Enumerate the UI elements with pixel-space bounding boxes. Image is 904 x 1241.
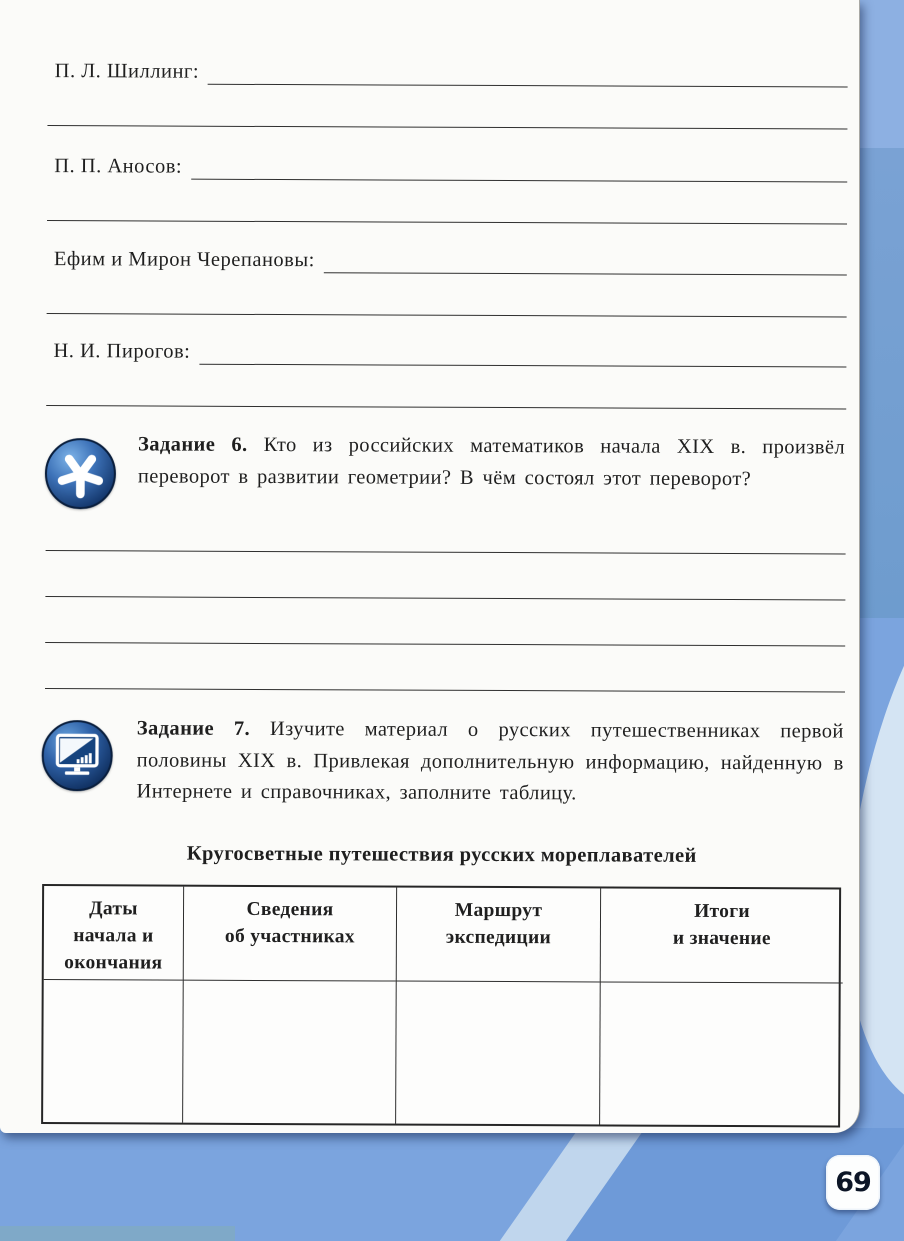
- table-cell-route: [395, 981, 600, 1125]
- task-7-label: Задание 7.: [136, 717, 251, 740]
- fill-entry: [55, 58, 848, 87]
- table-header-route: Маршрут экспедиции: [396, 888, 600, 982]
- answer-line: [47, 125, 847, 129]
- answer-line: [46, 550, 846, 554]
- page-number: 69: [835, 1167, 871, 1198]
- computer-icon: [41, 719, 114, 792]
- table-cell-dates: [43, 979, 183, 1123]
- expeditions-table: [41, 884, 841, 1127]
- answer-line: [199, 361, 846, 368]
- answer-line: [191, 176, 847, 183]
- entry-label: П. П. Аносов:: [54, 155, 183, 178]
- answer-line: [45, 596, 845, 600]
- fill-entry: [54, 153, 847, 182]
- task-7-text: Изучите материал о русских путешественниках первой половины XIX в. Привлекая дополнительную информацию, найденную в Интернете и справочниках, заполните таблицу.: [136, 718, 844, 805]
- page-number-badge: [826, 1155, 880, 1210]
- answer-line: [45, 642, 845, 646]
- task-7-paragraph: [136, 713, 843, 811]
- answer-line: [45, 688, 845, 692]
- table-cell-participants: [182, 980, 396, 1124]
- table-title: Кругосветные путешествия русских мореплавателей: [186, 842, 697, 867]
- task-6-text: Кто из российских математиков начала XIX в. произвёл переворот в развитии геометрии? В чём состоял этот переворот?: [137, 433, 846, 490]
- fill-entry: [54, 246, 847, 275]
- answer-line: [47, 313, 847, 317]
- entry-label: Ефим и Мирон Черепановы:: [53, 248, 315, 272]
- entry-label: Н. И. Пирогов:: [53, 340, 191, 363]
- table-header-dates: Даты начала и окончания: [64, 898, 163, 974]
- answer-line: [46, 405, 846, 409]
- entry-label: П. Л. Шиллинг:: [54, 60, 200, 83]
- answer-line: [47, 220, 847, 224]
- table-cell-results: [599, 981, 843, 1125]
- table-header-participants: Сведения об участниках: [183, 887, 396, 981]
- task-6-label: Задание 6.: [138, 433, 248, 456]
- table-header-results: Итоги и значение: [600, 888, 843, 982]
- asterisk-icon: [44, 437, 117, 510]
- fill-entry: [53, 338, 846, 367]
- answer-line: [208, 81, 848, 88]
- answer-line: [324, 269, 847, 275]
- bg-teal-strip: [0, 1226, 235, 1241]
- task-6-paragraph: [138, 429, 845, 495]
